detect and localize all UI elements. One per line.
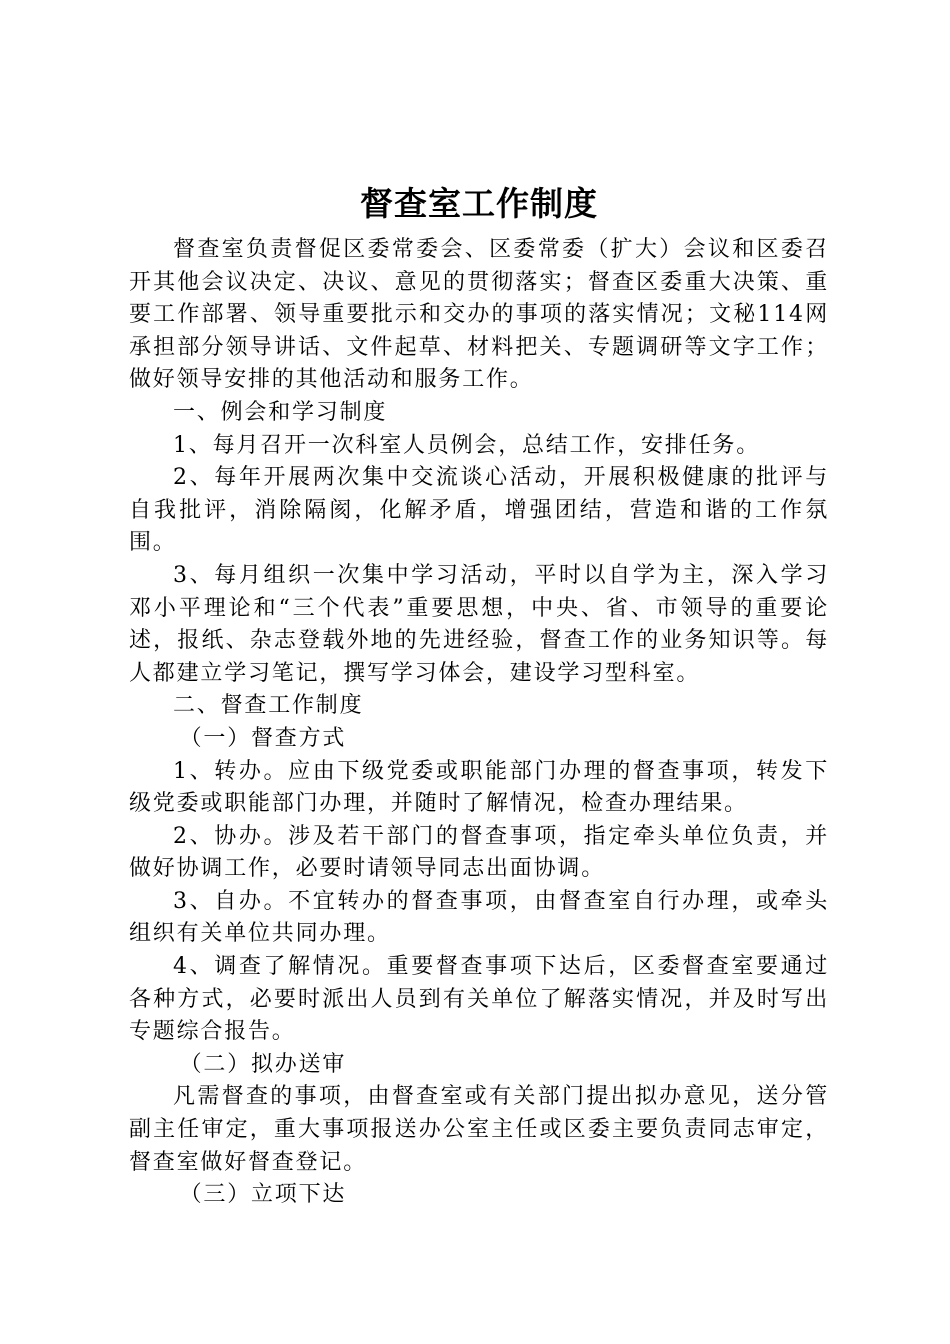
- method-item-1: 1、转办。应由下级党委或职能部门办理的督查事项，转发下级党委或职能部门办理，并随时了解情况，检查办理结果。: [129, 758, 829, 817]
- method-item-4: 4、调查了解情况。重要督查事项下达后，区委督查室要通过各种方式，必要时派出人员到有关单位了解落实情况，并及时写出专题综合报告。: [129, 954, 829, 1045]
- meeting-item-1: 1、每月召开一次科室人员例会，总结工作，安排任务。: [173, 432, 760, 458]
- subsection-heading-review: （二）拟办送审: [179, 1051, 347, 1077]
- meeting-item-3: 3、每月组织一次集中学习活动，平时以自学为主，深入学习邓小平理论和“三个代表”重要思想，中央、省、市领导的重要论述，报纸、杂志登载外地的先进经验，督查工作的业务知识等。每人都建立学习笔记，撰写学习体会，建设学习型科室。: [129, 562, 829, 686]
- subsection-heading-issue: （三）立项下达: [179, 1182, 347, 1208]
- document-page: [129, 180, 829, 1212]
- meeting-item-2: 2、每年开展两次集中交流谈心活动，开展积极健康的批评与自我批评，消除隔阂，化解矛盾，增强团结，营造和谐的工作氛围。: [129, 465, 829, 556]
- method-item-3: 3、自办。不宜转办的督查事项，由督查室自行办理，或牵头组织有关单位共同办理。: [129, 888, 829, 947]
- section-heading-supervision: 二、督查工作制度: [173, 693, 364, 719]
- method-item-2: 2、协办。涉及若干部门的督查事项，指定牵头单位负责，并做好协调工作，必要时请领导同志出面协调。: [129, 823, 829, 882]
- section-heading-meeting-study: 一、例会和学习制度: [173, 399, 388, 425]
- document-title: 督查室工作制度: [360, 184, 598, 223]
- subsection-heading-methods: （一）督查方式: [179, 725, 347, 751]
- review-paragraph: 凡需督查的事项，由督查室或有关部门提出拟办意见，送分管副主任审定，重大事项报送办公室主任或区委主要负责同志审定，督查室做好督查登记。: [129, 1084, 829, 1175]
- intro-paragraph: 督查室负责督促区委常委会、区委常委（扩大）会议和区委召开其他会议决定、决议、意见的贯彻落实；督查区委重大决策、重要工作部署、领导重要批示和交办的事项的落实情况；文秘114网承担部分领导讲话、文件起草、材料把关、专题调研等文字工作；做好领导安排的其他活动和服务工作。: [129, 237, 829, 393]
